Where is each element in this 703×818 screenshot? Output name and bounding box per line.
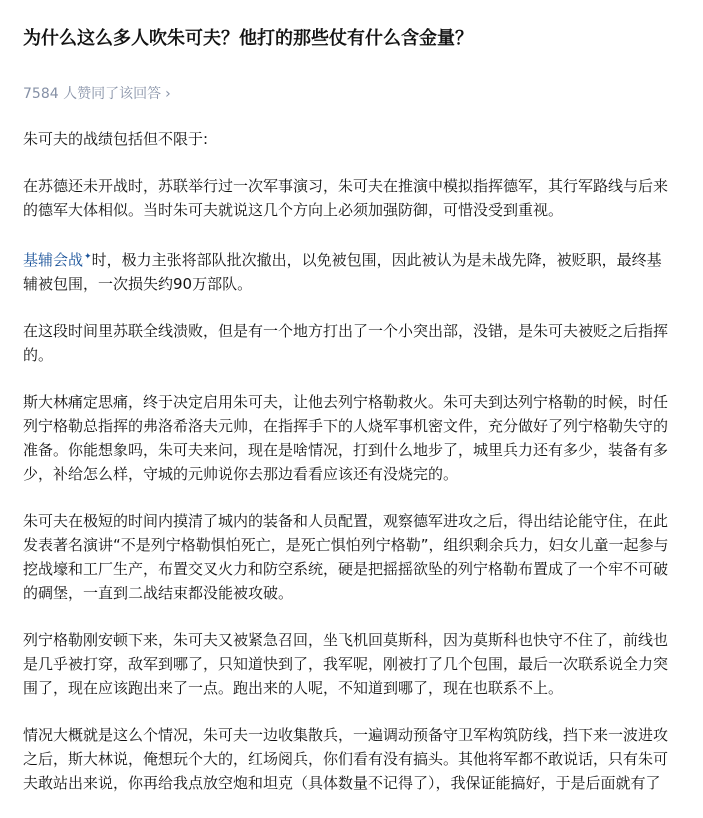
answer-paragraph: 在苏德还未开战时，苏联举行过一次军事演习，朱可夫在推演中模拟指挥德军，其行军路线与后来的德军大体相似。当时朱可夫就说这几个方向上必须加强防御，可惜没受到重视。 — [23, 177, 669, 219]
answer-content — [23, 127, 673, 818]
link-spark-icon: ✦ — [84, 252, 92, 262]
vote-count-text: 7584 人赞同了该回答 — [23, 86, 162, 102]
answer-paragraph: 在这段时间里苏联全线溃败，但是有一个地方打出了一个小突出部，没错，是朱可夫被贬之后指挥的。 — [23, 322, 669, 364]
answer-paragraph: 情况大概就是这么个情况，朱可夫一边收集散兵，一遍调动预备守卫军构筑防线，挡下来一波进攻之后，斯大林说，俺想玩个大的，红场阅兵，你们看有没有搞头。其他将军都不敢说话，只有朱可夫敢站出来说，你再给我点放空炮和坦克（具体数量不记得了），我保证能搞好，于是后面就有了 — [23, 726, 669, 792]
answer-paragraph: 朱可夫在极短的时间内摸清了城内的装备和人员配置，观察德军进攻之后，得出结论能守住，在此发表著名演讲“不是列宁格勒惧怕死亡，是死亡惧怕列宁格勒”，组织剩余兵力，妇女儿童一起参与挖战壕和工厂生产，布置交叉火力和防空系统，硬是把摇摇欲坠的列宁格勒布置成了一个牢不可破的碉堡，一直到二战结束都没能被攻破。 — [23, 512, 669, 602]
answer-paragraph — [23, 245, 673, 296]
question-title[interactable]: 为什么这么多人吹朱可夫？他打的那些仗有什么含金量？ — [23, 28, 473, 50]
answer-paragraph: 朱可夫的战绩包括但不限于: — [23, 130, 209, 148]
paragraph-text: 时，极力主张将部队批次撤出，以免被包围，因此被认为是未战先降，被贬职，最终基辅被包围，一次损失约90万部队。 — [23, 251, 662, 293]
kiev-battle-link-text: 基辅会战 — [23, 251, 84, 269]
vote-count-link[interactable] — [23, 84, 171, 104]
chevron-right-icon: › — [165, 86, 171, 102]
answer-paragraph: 列宁格勒刚安顿下来，朱可夫又被紧急召回，坐飞机回莫斯科，因为莫斯科也快守不住了，前线也是几乎被打穿，敌军到哪了，只知道快到了，我军呢，刚被打了几个包围，最后一次联系说全力突围了，现在应该跑出来了一点。跑出来的人呢，不知道到哪了，现在也联系不上。 — [23, 631, 669, 697]
answer-paragraph: 斯大林痛定思痛，终于决定启用朱可夫，让他去列宁格勒救火。朱可夫到达列宁格勒的时候，时任列宁格勒总指挥的弗洛希洛夫元帅，在指挥手下的人烧军事机密文件，充分做好了列宁格勒失守的准备。你能想象吗，朱可夫来问，现在是啥情况，打到什么地步了，城里兵力还有多少，装备有多少，补给怎么样，守城的元帅说你去那边看看应该还有没烧完的。 — [23, 393, 669, 483]
kiev-battle-link[interactable] — [23, 251, 92, 269]
